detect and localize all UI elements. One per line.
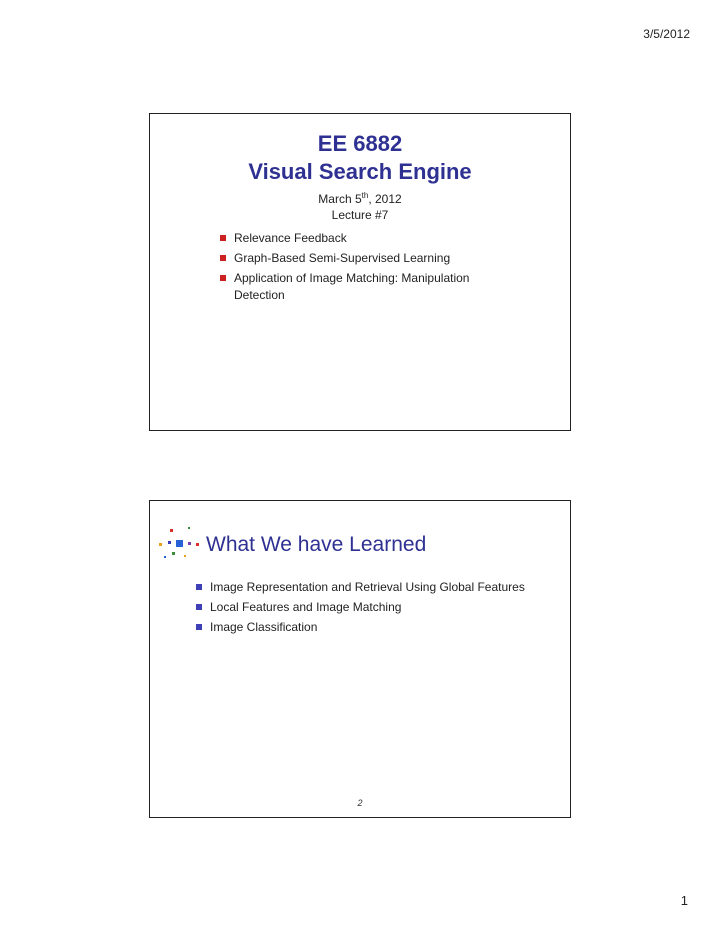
bullet-square-icon [220, 275, 226, 281]
slide-2 [149, 500, 571, 818]
list-item: Relevance Feedback [220, 230, 520, 247]
slide-1-bullets [220, 230, 520, 307]
slide-2-title: What We have Learned [206, 533, 427, 556]
lecture-meta [150, 191, 570, 223]
bullet-square-icon [220, 255, 226, 261]
slide-1-title [150, 130, 570, 186]
bullet-square-icon [196, 584, 202, 590]
slide-number: 2 [357, 798, 363, 808]
bullet-square-icon [220, 235, 226, 241]
list-item: Local Features and Image Matching [196, 599, 566, 616]
slide-1 [149, 113, 571, 431]
list-item: Application of Image Matching: Manipulation Detection [220, 270, 520, 304]
list-item: Graph-Based Semi-Supervised Learning [220, 250, 520, 267]
bullet-square-icon [196, 604, 202, 610]
list-item: Image Representation and Retrieval Using Global Features [196, 579, 566, 596]
lecture-date: March 5th, 2012 [318, 191, 402, 206]
course-code: EE 6882 [317, 131, 403, 156]
page-number: 1 [680, 893, 688, 908]
lecture-number: Lecture #7 [331, 208, 389, 222]
course-name: Visual Search Engine [248, 159, 472, 184]
list-item: Image Classification [196, 619, 566, 636]
page-date: 3/5/2012 [643, 27, 690, 41]
confetti-decoration-icon [156, 523, 206, 567]
slide-2-bullets [196, 579, 566, 639]
bullet-square-icon [196, 624, 202, 630]
